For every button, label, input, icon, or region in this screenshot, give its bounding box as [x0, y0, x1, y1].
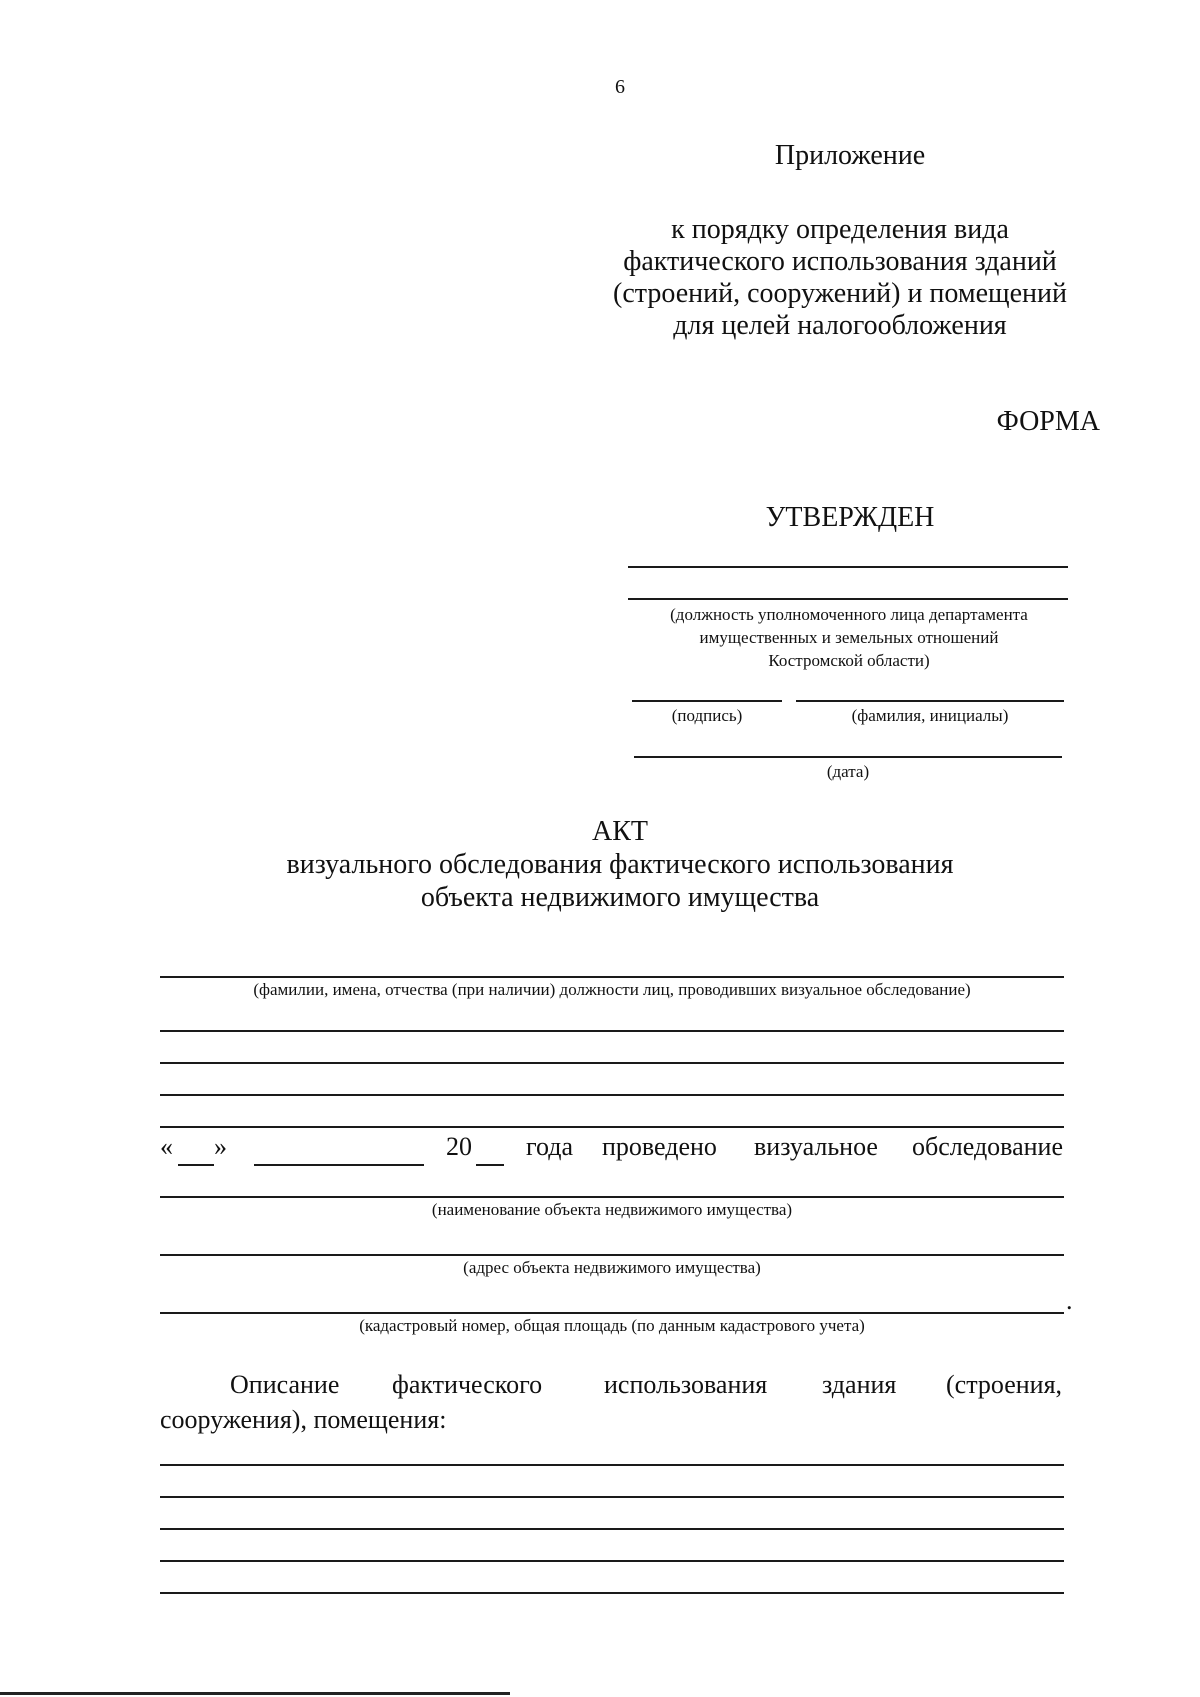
year-prefix: 20: [446, 1132, 472, 1161]
name-line: [796, 700, 1064, 702]
cadastral-line: [160, 1312, 1064, 1314]
cadastral-period: .: [1066, 1286, 1073, 1315]
quote-open: «: [160, 1132, 173, 1161]
persons-extra-line: [160, 1126, 1064, 1128]
act-subtitle: [200, 848, 1040, 914]
description-word: Описание: [230, 1370, 340, 1399]
date-text: визуальное: [754, 1132, 878, 1161]
name-caption: (фамилия, инициалы): [851, 706, 1009, 725]
scan-edge-rule: [0, 1692, 510, 1695]
date-approval-line: [634, 756, 1062, 758]
day-blank: [178, 1164, 214, 1166]
page-number: 6: [615, 76, 625, 98]
date-text: года: [526, 1132, 574, 1161]
month-blank: [254, 1164, 424, 1166]
persons-extra-line: [160, 1062, 1064, 1064]
act-title: АКТ: [592, 816, 648, 847]
description-line: [160, 1464, 1064, 1466]
approval-line-2: [628, 598, 1068, 600]
description-line-2: сооружения), помещения:: [160, 1405, 447, 1434]
act-subtitle-line: объекта недвижимого имущества: [420, 882, 820, 913]
quote-close: »: [214, 1132, 227, 1161]
persons-extra-line: [160, 1094, 1064, 1096]
date-text: обследование: [912, 1132, 1064, 1161]
year-blank: [476, 1164, 504, 1166]
appendix-line: (строений, сооружений) и помещений: [613, 278, 1067, 309]
object-name-caption: (наименование объекта недвижимого имущества): [431, 1200, 793, 1219]
approval-title: УТВЕРЖДЕН: [765, 502, 935, 533]
description-line: [160, 1496, 1064, 1498]
appendix-title: Приложение: [774, 140, 926, 171]
persons-caption: (фамилии, имена, отчества (при наличии) должности лиц, проводивших визуальное обследование): [253, 980, 971, 999]
appendix-line: для целей налогообложения: [673, 310, 1007, 341]
position-caption-line: Костромской области): [768, 651, 930, 670]
appendix-line: к порядку определения вида: [671, 214, 1009, 245]
signature-line: [632, 700, 782, 702]
appendix-line: фактического использования зданий: [623, 246, 1057, 277]
address-line: [160, 1254, 1064, 1256]
description-word: фактического: [392, 1370, 543, 1399]
approval-line-1: [628, 566, 1068, 568]
position-caption-line: имущественных и земельных отношений: [699, 628, 999, 647]
persons-extra-line: [160, 1030, 1064, 1032]
description-word: использования: [604, 1370, 768, 1399]
description-line: [160, 1560, 1064, 1562]
position-caption-line: (должность уполномоченного лица департамента: [670, 605, 1028, 624]
object-name-line: [160, 1196, 1064, 1198]
persons-line: [160, 976, 1064, 978]
address-caption: (адрес объекта недвижимого имущества): [463, 1258, 761, 1277]
description-word: (строения,: [946, 1370, 1063, 1399]
date-text: проведено: [602, 1132, 717, 1161]
appendix-text: [590, 214, 1090, 342]
signature-caption: (подпись): [671, 706, 743, 725]
description-line: [160, 1592, 1064, 1594]
form-label: ФОРМА: [996, 406, 1100, 437]
act-subtitle-line: визуального обследования фактического использования: [286, 849, 954, 880]
description-line: [160, 1528, 1064, 1530]
date-caption: (дата): [826, 762, 870, 781]
description-word: здания: [822, 1370, 897, 1399]
cadastral-caption: (кадастровый номер, общая площадь (по данным кадастрового учета): [359, 1316, 865, 1335]
position-caption: [620, 603, 1078, 672]
